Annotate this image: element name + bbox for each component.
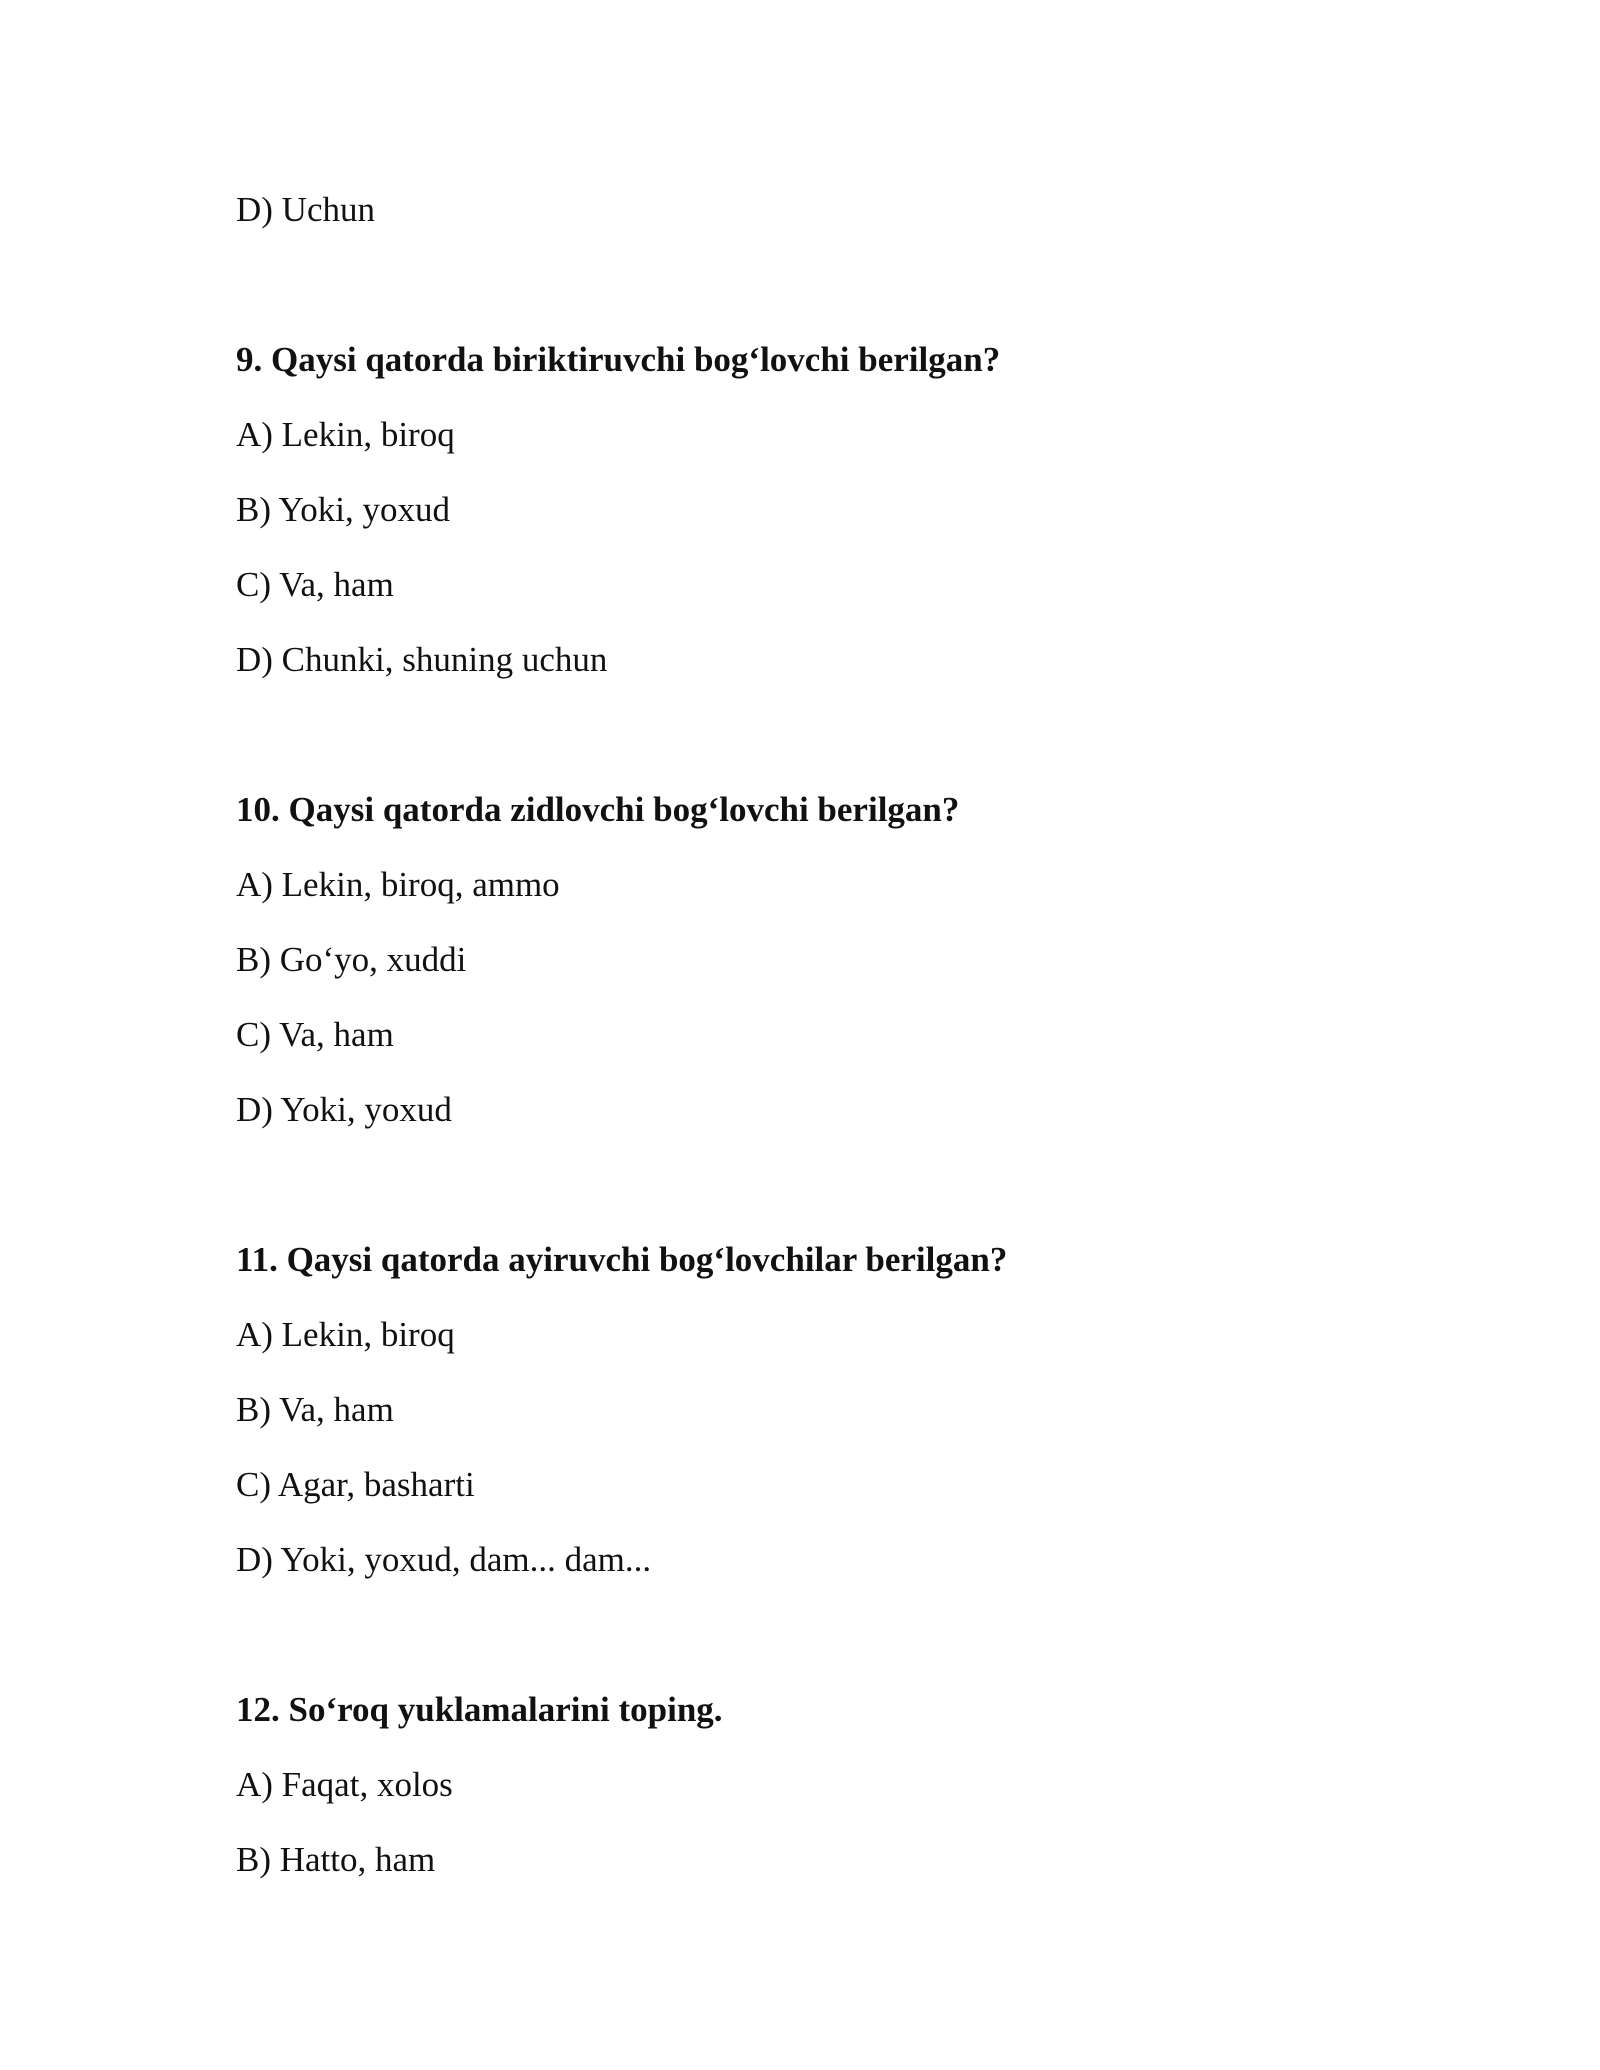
q9-option-a: A) Lekin, biroq <box>236 415 455 454</box>
q10-option-d: D) Yoki, yoxud <box>236 1090 452 1129</box>
question-12: 12. So‘roq yuklamalarini toping. <box>236 1690 723 1729</box>
option-d-q8: D) Uchun <box>236 190 375 229</box>
q10-option-c: C) Va, ham <box>236 1015 394 1054</box>
q11-option-d: D) Yoki, yoxud, dam... dam... <box>236 1540 652 1579</box>
q10-option-a: A) Lekin, biroq, ammo <box>236 865 560 904</box>
question-10: 10. Qaysi qatorda zidlovchi bog‘lovchi berilgan? <box>236 790 960 829</box>
q9-option-c: C) Va, ham <box>236 565 394 604</box>
q9-option-d: D) Chunki, shuning uchun <box>236 640 608 679</box>
q9-option-b: B) Yoki, yoxud <box>236 490 450 529</box>
question-9: 9. Qaysi qatorda biriktiruvchi bog‘lovchi berilgan? <box>236 340 1001 379</box>
question-11: 11. Qaysi qatorda ayiruvchi bog‘lovchilar berilgan? <box>236 1240 1008 1279</box>
q12-option-b: B) Hatto, ham <box>236 1840 436 1879</box>
q10-option-b: B) Go‘yo, xuddi <box>236 940 467 979</box>
q11-option-c: C) Agar, basharti <box>236 1465 475 1504</box>
q11-option-b: B) Va, ham <box>236 1390 394 1429</box>
q11-option-a: A) Lekin, biroq <box>236 1315 455 1354</box>
q12-option-a: A) Faqat, xolos <box>236 1765 453 1804</box>
